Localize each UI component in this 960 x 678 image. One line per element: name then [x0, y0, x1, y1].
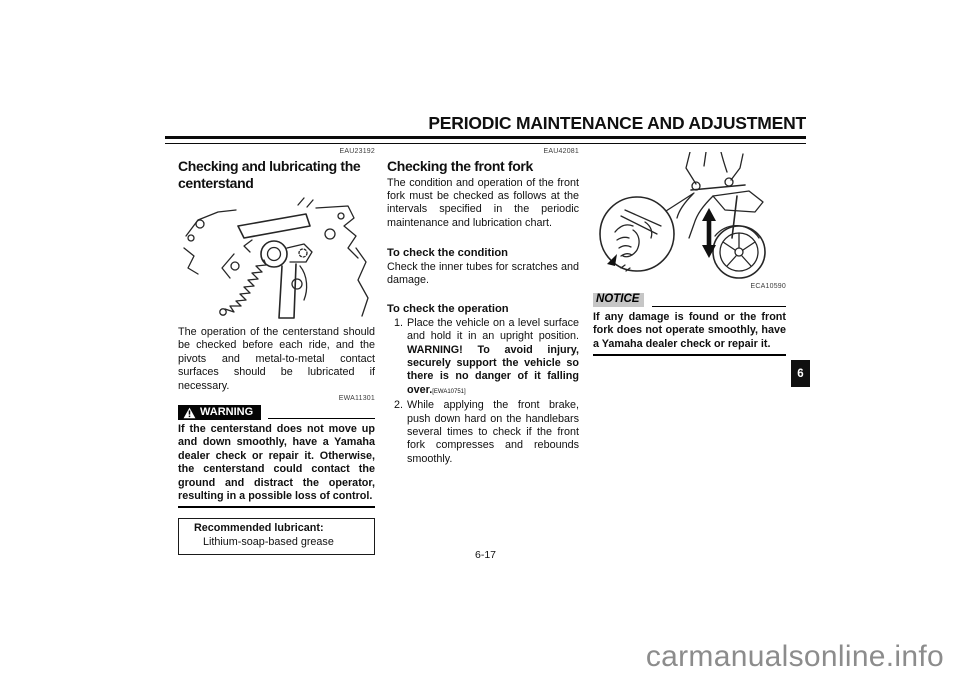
centerstand-figure — [178, 196, 375, 322]
notice-text: If any damage is found or the front fork does not operate smoothly, have a Yamaha dealer check or repair it. — [593, 311, 786, 350]
notice-badge: NOTICE — [593, 293, 644, 307]
notice-header — [593, 294, 786, 307]
warning-bottom-rule — [178, 506, 375, 508]
chapter-tab: 6 — [791, 360, 810, 387]
right-column — [593, 148, 786, 356]
step-1-code: [EWA10751] — [432, 388, 466, 395]
front-fork-intro: The condition and operation of the front fork must be checked as follows at the intervals specified in the periodic maintenance and lubrication chart. — [387, 176, 579, 229]
notice-code: ECA10590 — [750, 283, 786, 290]
warning-triangle-icon — [183, 407, 196, 419]
section-heading-front-fork: Checking the front fork — [387, 158, 533, 174]
centerstand-paragraph: The operation of the centerstand should be checked before each ride, and the pivots and metal-to-metal contact surfaces should be lubricated if necessary. — [178, 326, 375, 392]
warning-code: EWA11301 — [338, 395, 375, 403]
step-2 — [387, 399, 579, 466]
header-divider — [165, 136, 806, 144]
lubricant-value: Lithium-soap-based grease — [203, 535, 334, 548]
condition-text: Check the inner tubes for scratches and damage. — [387, 260, 579, 286]
notice-rule — [652, 306, 786, 307]
section-code: EAU23192 — [339, 148, 375, 155]
warning-label: WARNING — [200, 406, 254, 419]
condition-subheading: To check the condition — [387, 247, 508, 260]
step-1 — [387, 317, 579, 399]
step-text — [407, 317, 579, 399]
step-1-body: Place the vehicle on a level surface and hold it in an upright position. — [407, 316, 579, 343]
page-number: 6-17 — [474, 549, 496, 561]
left-column — [178, 148, 375, 555]
warning-header — [178, 405, 375, 420]
middle-column — [387, 148, 579, 466]
warning-text: If the centerstand does not move up and down smoothly, have a Yamaha dealer check or repair it. Otherwise, the centerstand could contact the ground and distract the operator, resulting in a possible loss of control. — [178, 423, 375, 503]
step-number: 1. — [393, 316, 403, 329]
page-title: PERIODIC MAINTENANCE AND ADJUSTMENT — [428, 113, 806, 133]
operation-subheading: To check the operation — [387, 303, 509, 316]
centerstand-illustration — [178, 196, 375, 322]
step-text: While applying the front brake, push down hard on the handlebars several times to check if the front fork compresses and rebounds smoothly. — [407, 399, 579, 465]
lubricant-title: Recommended lubricant: — [194, 522, 324, 535]
step-number: 2. — [393, 399, 403, 412]
notice-bottom-rule — [593, 354, 786, 356]
warning-rule — [268, 418, 375, 419]
section-heading-centerstand: Checking and lubricating the centerstand — [178, 158, 361, 191]
section-code: EAU42081 — [543, 148, 579, 155]
front-fork-check-illustration — [593, 152, 786, 283]
step-1-warning: WARNING! To avoid injury, securely support the vehicle so there is no danger of it falling over. — [407, 343, 579, 396]
watermark: carmanualsonline.info — [645, 640, 944, 673]
front-fork-figure — [593, 152, 786, 283]
warning-badge — [178, 405, 261, 420]
